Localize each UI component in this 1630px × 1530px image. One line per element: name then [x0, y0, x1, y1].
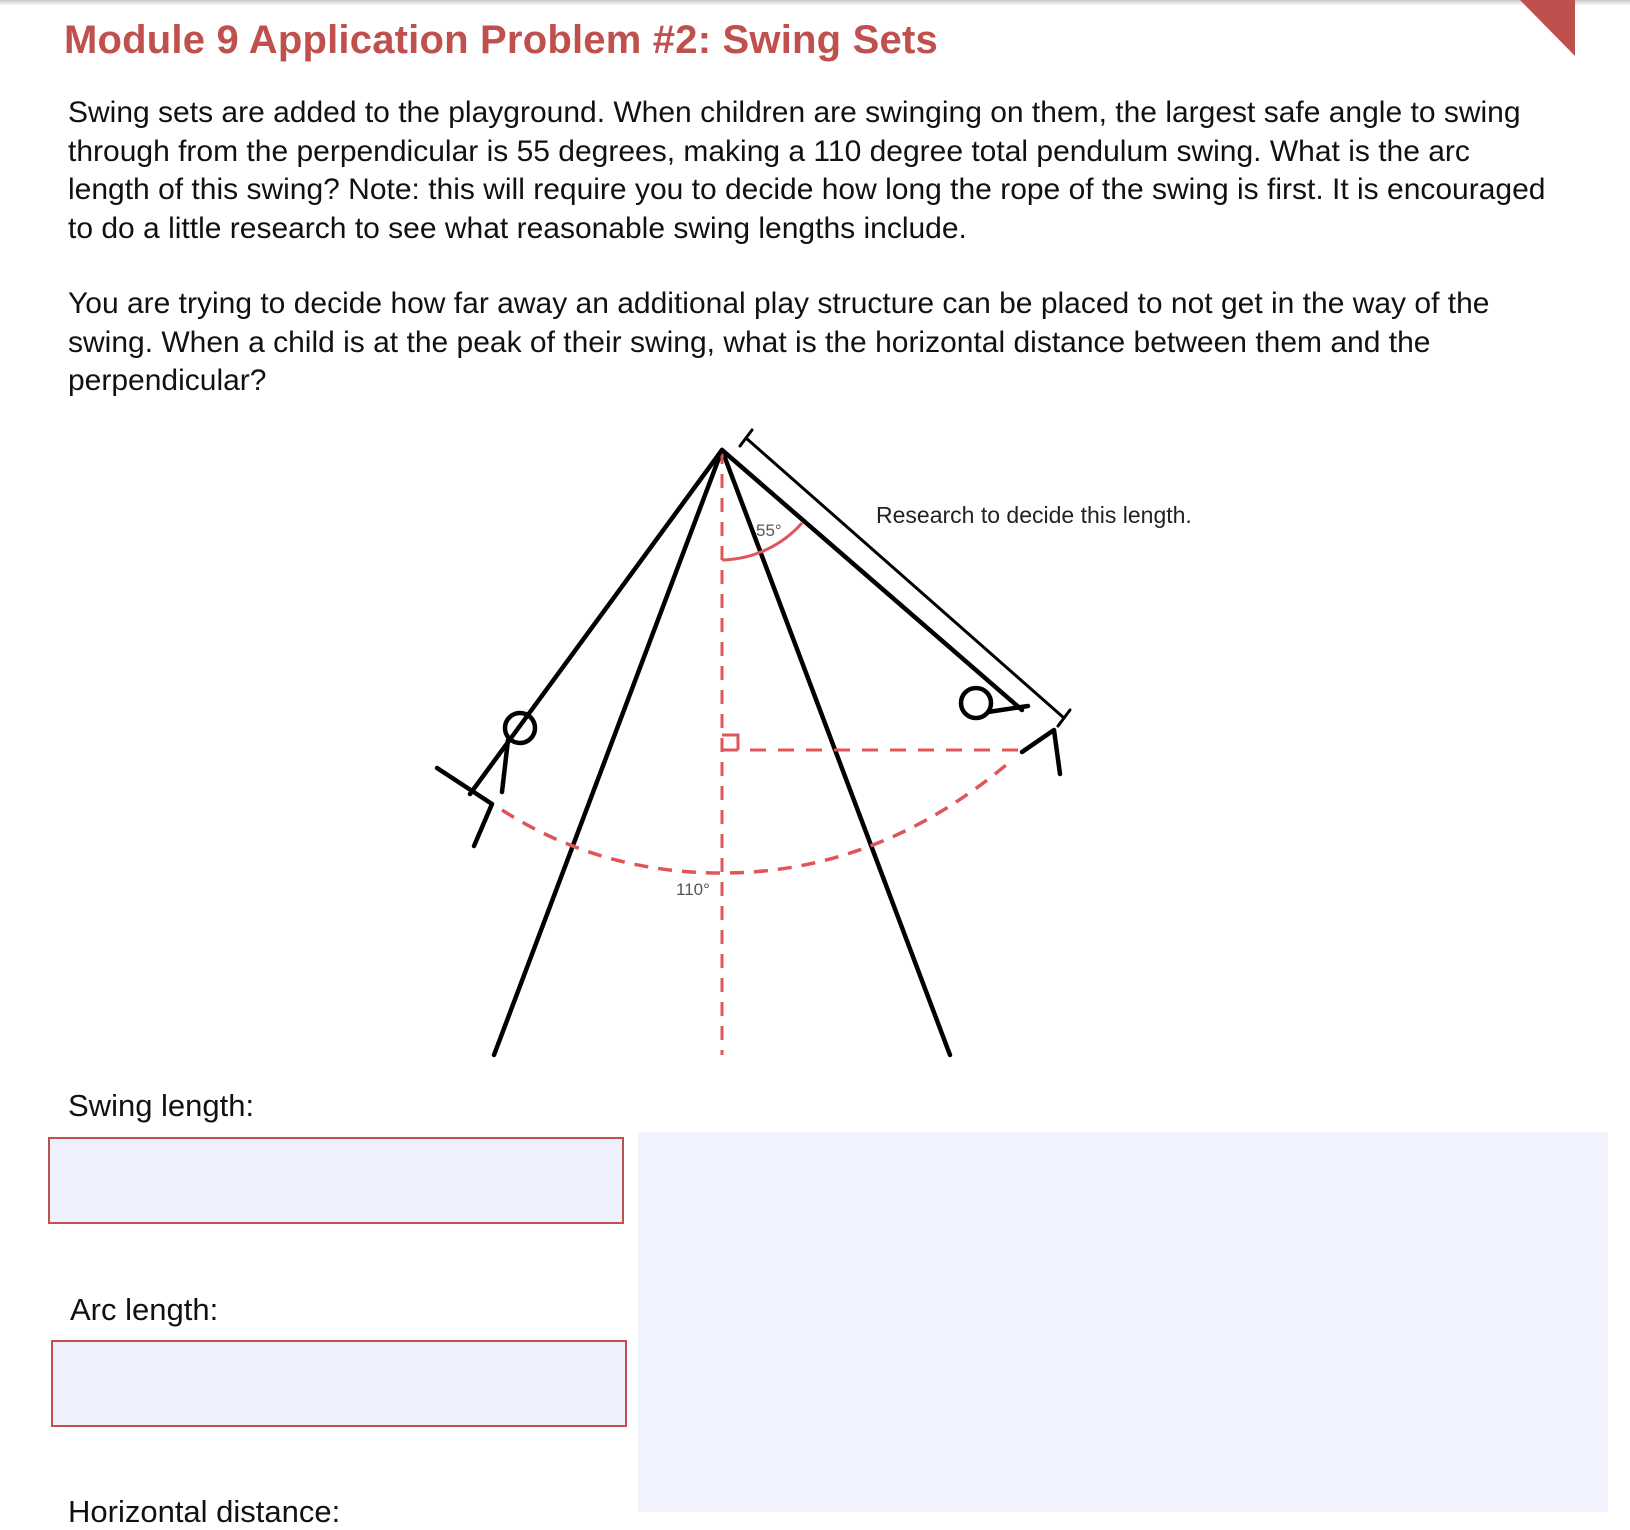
length-dimension-line — [740, 430, 1070, 726]
swing-length-field[interactable] — [48, 1137, 624, 1224]
length-note: Research to decide this length. — [876, 502, 1192, 528]
horizontal-distance-label: Horizontal distance: — [68, 1494, 341, 1529]
frame-leg-right — [722, 450, 950, 1055]
swing-arc — [502, 760, 1012, 873]
child-left-icon — [437, 713, 535, 846]
page-title: Module 9 Application Problem #2: Swing Sets — [64, 18, 938, 62]
arc-length-label: Arc length: — [70, 1292, 219, 1327]
problem-paragraph-arc: Swing sets are added to the playground. When children are swinging on them, the largest safe angle to swing through from the perpendicular is 55 degrees, making a 110 degree total pendulum swing. What is the arc length of this swing? Note: this will require you to decide how long the rope of the swing is first. It is encouraged to do a little research to see what reasonable swing lengths include. — [68, 96, 1546, 245]
angle-label-110: 110° — [676, 880, 710, 899]
right-angle-marker — [722, 735, 738, 750]
swing-length-label: Swing length: — [68, 1088, 255, 1123]
work-area[interactable] — [638, 1132, 1608, 1512]
frame-leg-left — [494, 450, 722, 1055]
rope-right — [722, 450, 1022, 710]
problem-paragraph-distance: You are trying to decide how far away an additional play structure can be placed to not get in the way of the swing. When a child is at the peak of their swing, what is the horizontal distance between them and the perpendicular? — [68, 287, 1490, 397]
angle-label-55: 55° — [756, 521, 782, 540]
arc-length-field[interactable] — [51, 1340, 627, 1427]
